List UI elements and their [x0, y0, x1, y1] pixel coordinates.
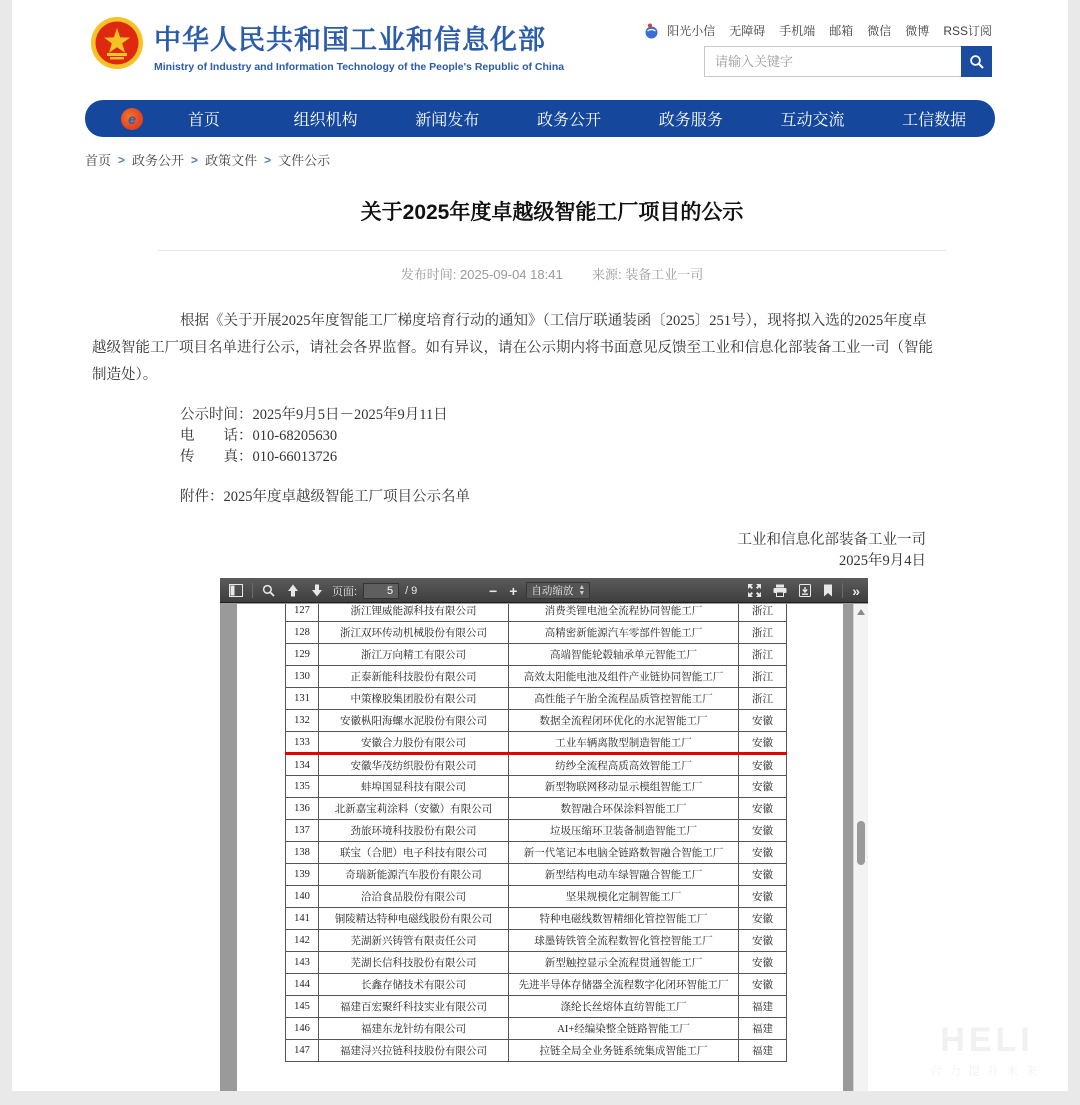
- search-button[interactable]: [961, 46, 992, 77]
- zoom-mode-value: 自动缩放: [531, 585, 574, 597]
- cell-province: 安徽: [739, 820, 787, 842]
- site-header: [12, 0, 1068, 96]
- cell-index: 140: [286, 886, 319, 908]
- pdf-toolbar: [220, 578, 868, 603]
- cell-province: 浙江: [739, 688, 787, 710]
- sidebar-toggle-button[interactable]: [226, 582, 246, 599]
- cell-index: 144: [286, 974, 319, 996]
- heli-watermark-slogan: 合力提升未来: [929, 1064, 1044, 1078]
- signature-block: [92, 530, 934, 572]
- bookmark-button[interactable]: [820, 582, 836, 599]
- cell-index: 127: [286, 604, 319, 622]
- cell-project: 数智融合环保涂料智能工厂: [509, 798, 739, 820]
- table-row: [286, 930, 787, 952]
- quick-link[interactable]: 无障碍: [729, 24, 766, 38]
- heli-watermark-logo: HELI: [940, 1021, 1034, 1059]
- cell-company: 芜湖长信科技股份有限公司: [319, 952, 509, 974]
- search-box: [704, 46, 992, 77]
- download-icon: [799, 584, 811, 597]
- cell-company: 洽洽食品股份有限公司: [319, 886, 509, 908]
- article-body: [92, 308, 934, 572]
- cell-index: 133: [286, 732, 319, 754]
- table-row: [286, 974, 787, 996]
- table-row: [286, 622, 787, 644]
- scrollbar-thumb[interactable]: [857, 821, 865, 865]
- quick-link[interactable]: 邮箱: [829, 24, 854, 38]
- title-divider: [157, 250, 947, 251]
- toolbar-separator: [252, 583, 253, 598]
- signature-date: 2025年9月4日: [839, 553, 926, 569]
- table-row: [286, 842, 787, 864]
- cell-company: 浙江万向精工有限公司: [319, 644, 509, 666]
- presentation-mode-button[interactable]: [745, 582, 764, 599]
- cell-project: 涤纶长丝熔体直纺智能工厂: [509, 996, 739, 1018]
- next-page-button[interactable]: [308, 582, 326, 599]
- nav-item[interactable]: 组织机构: [293, 112, 358, 129]
- scroll-up-arrow-icon[interactable]: [857, 609, 865, 615]
- notice-time: 公示时间：2025年9月5日－2025年9月11日: [180, 407, 448, 423]
- cell-company: 芜湖新兴铸管有限责任公司: [319, 930, 509, 952]
- page-total: / 9: [405, 584, 418, 597]
- cell-index: 143: [286, 952, 319, 974]
- watermark: [930, 1021, 1044, 1079]
- table-row: [286, 710, 787, 732]
- source-label: 来源:: [591, 267, 622, 282]
- cell-province: 安徽: [739, 776, 787, 798]
- cell-index: 147: [286, 1040, 319, 1062]
- cell-company: 中策橡胶集团股份有限公司: [319, 688, 509, 710]
- cell-province: 安徽: [739, 798, 787, 820]
- article-meta: [157, 264, 947, 283]
- cell-province: 安徽: [739, 732, 787, 754]
- cell-index: 131: [286, 688, 319, 710]
- breadcrumb-item[interactable]: 政务公开: [132, 153, 185, 168]
- cell-index: 145: [286, 996, 319, 1018]
- zoom-in-button[interactable]: [506, 581, 520, 601]
- publish-time-label: 发布时间:: [400, 267, 457, 282]
- cell-index: 142: [286, 930, 319, 952]
- table-row: [286, 996, 787, 1018]
- phone-line: 电 话：010-68205630: [180, 428, 338, 444]
- cell-project: 新一代笔记本电脑全链路数智融合智能工厂: [509, 842, 739, 864]
- cell-index: 138: [286, 842, 319, 864]
- table-row: [286, 1040, 787, 1062]
- table-row: [286, 798, 787, 820]
- cell-index: 129: [286, 644, 319, 666]
- quick-link[interactable]: RSS订阅: [943, 24, 992, 38]
- zoom-out-button[interactable]: [486, 581, 500, 601]
- nav-item[interactable]: 工信数据: [902, 112, 967, 129]
- attachment-link[interactable]: 2025年度卓越级智能工厂项目公示名单: [223, 489, 470, 505]
- pdf-scrollbar[interactable]: [853, 604, 868, 1091]
- print-button[interactable]: [770, 582, 790, 599]
- cell-project: 高精密新能源汽车零部件智能工厂: [509, 622, 739, 644]
- nav-item[interactable]: 首页: [187, 112, 220, 129]
- page-number-input[interactable]: [363, 583, 399, 599]
- cell-index: 134: [286, 754, 319, 776]
- site-subtitle: Ministry of Industry and Information Technology of the People's Republic of China: [154, 61, 565, 73]
- cell-project: 新型结构电动车绿智融合智能工厂: [509, 864, 739, 886]
- cell-project: AI+经编染整全链路智能工厂: [509, 1018, 739, 1040]
- breadcrumb-item[interactable]: 文件公示: [278, 153, 331, 168]
- table-row: [286, 754, 787, 776]
- table-row: [286, 644, 787, 666]
- cell-index: 146: [286, 1018, 319, 1040]
- sidebar-toggle-icon: [229, 584, 243, 597]
- cell-index: 130: [286, 666, 319, 688]
- cell-province: 安徽: [739, 930, 787, 952]
- cell-company: 蚌埠国显科技有限公司: [319, 776, 509, 798]
- zoom-in-icon: +: [509, 582, 518, 599]
- previous-page-button[interactable]: [284, 582, 302, 599]
- cell-index: 141: [286, 908, 319, 930]
- print-icon: [773, 584, 787, 597]
- select-carets-icon: ▲ ▼: [578, 583, 586, 597]
- bookmark-icon: [823, 584, 833, 597]
- fax-line: 传 真：010-66013726: [180, 449, 338, 465]
- cell-project: 新型物联网移动显示模组智能工厂: [509, 776, 739, 798]
- cell-company: 铜陵精达特种电磁线股份有限公司: [319, 908, 509, 930]
- breadcrumb-item[interactable]: 政策文件: [205, 153, 258, 168]
- cell-index: 137: [286, 820, 319, 842]
- cell-project: 垃圾压缩环卫装备制造智能工厂: [509, 820, 739, 842]
- cell-company: 福建百宏聚纤科技实业有限公司: [319, 996, 509, 1018]
- cell-province: 安徽: [739, 754, 787, 776]
- breadcrumb-separator: >: [191, 152, 199, 167]
- cell-province: 浙江: [739, 666, 787, 688]
- cell-company: 正泰新能科技股份有限公司: [319, 666, 509, 688]
- article-paragraph: 根据《关于开展2025年度智能工厂梯度培育行动的通知》（工信厅联通装函〔2025〕251号），现将拟入选的2025年度卓越级智能工厂项目名单进行公示，请社会各界监督。如有异议，请在公示期内将书面意见反馈至工业和信息化部装备工业一司（智能制造处）。: [92, 313, 933, 383]
- search-icon: [969, 54, 985, 70]
- cell-index: 128: [286, 622, 319, 644]
- cell-project: 高端智能轮毂轴承单元智能工厂: [509, 644, 739, 666]
- quick-links: [644, 22, 992, 39]
- nav-item[interactable]: 政务服务: [658, 112, 723, 129]
- project-table-body: [286, 604, 787, 1062]
- cell-index: 139: [286, 864, 319, 886]
- cell-company: 长鑫存储技术有限公司: [319, 974, 509, 996]
- find-icon: [262, 584, 275, 597]
- cell-index: 132: [286, 710, 319, 732]
- site-title-block: [154, 18, 564, 73]
- cell-province: 福建: [739, 1040, 787, 1062]
- source: 装备工业一司: [625, 267, 704, 282]
- table-row: [286, 732, 787, 754]
- cell-project: 先进半导体存储器全流程数字化闭环智能工厂: [509, 974, 739, 996]
- cell-company: 安徽合力股份有限公司: [319, 732, 509, 754]
- cell-project: 消费类锂电池全流程协同智能工厂: [509, 604, 739, 622]
- download-button[interactable]: [796, 582, 814, 599]
- cell-project: 拉链全局全业务链系统集成智能工厂: [509, 1040, 739, 1062]
- cell-province: 福建: [739, 996, 787, 1018]
- cell-company: 北新嘉宝莉涂料（安徽）有限公司: [319, 798, 509, 820]
- pdf-content: [220, 604, 868, 1091]
- site-title: 中华人民共和国工业和信息化部: [154, 25, 546, 55]
- article-head: [157, 196, 947, 283]
- quick-link[interactable]: 手机端: [779, 24, 816, 38]
- page-down-icon: [311, 584, 323, 597]
- cell-province: 安徽: [739, 908, 787, 930]
- cell-province: 安徽: [739, 952, 787, 974]
- quick-link[interactable]: 微信: [867, 24, 892, 38]
- breadcrumb-separator: >: [264, 152, 272, 167]
- table-row: [286, 1018, 787, 1040]
- cell-project: 新型触控显示全流程贯通智能工厂: [509, 952, 739, 974]
- cell-project: 高效太阳能电池及组件产业链协同智能工厂: [509, 666, 739, 688]
- find-button[interactable]: [259, 582, 278, 599]
- toolbar-separator: [842, 583, 843, 598]
- cell-company: 安徽枞阳海螺水泥股份有限公司: [319, 710, 509, 732]
- toolbar-more-button[interactable]: [849, 581, 863, 601]
- cell-province: 安徽: [739, 886, 787, 908]
- page-number-label: 页面:: [332, 585, 358, 598]
- table-row: [286, 666, 787, 688]
- breadcrumb-separator: >: [118, 152, 126, 167]
- cell-company: 福建浔兴拉链科技股份有限公司: [319, 1040, 509, 1062]
- cell-project: 特种电磁线数智精细化管控智能工厂: [509, 908, 739, 930]
- search-input[interactable]: [704, 46, 961, 77]
- national-emblem-icon: [90, 16, 144, 70]
- nav-item[interactable]: 新闻发布: [415, 112, 480, 129]
- page: [12, 0, 1068, 1091]
- cell-project: 高性能子午胎全流程品质管控智能工厂: [509, 688, 739, 710]
- quick-link[interactable]: 微博: [905, 24, 930, 38]
- main-nav: [85, 100, 995, 137]
- breadcrumb-item[interactable]: 首页: [85, 153, 112, 168]
- breadcrumb: [85, 150, 330, 169]
- cell-company: 奇瑞新能源汽车股份有限公司: [319, 864, 509, 886]
- table-row: [286, 688, 787, 710]
- nav-item[interactable]: 政务公开: [537, 112, 602, 129]
- cell-company: 福建东龙针纺有限公司: [319, 1018, 509, 1040]
- quick-links-list: [667, 22, 992, 39]
- table-row: [286, 776, 787, 798]
- cell-company: 浙江双环传动机械股份有限公司: [319, 622, 509, 644]
- cell-project: 纺纱全流程高质高效智能工厂: [509, 754, 739, 776]
- double-chevron-icon: »: [852, 582, 860, 599]
- table-row: [286, 604, 787, 622]
- cell-index: 136: [286, 798, 319, 820]
- cell-project: 数据全流程闭环优化的水泥智能工厂: [509, 710, 739, 732]
- miit-gear-icon: e: [121, 108, 143, 130]
- pdf-page: [237, 604, 843, 1091]
- cell-company: 联宝（合肥）电子科技有限公司: [319, 842, 509, 864]
- cell-project: 球墨铸铁管全流程数智化管控智能工厂: [509, 930, 739, 952]
- table-row: [286, 820, 787, 842]
- presentation-mode-icon: [748, 584, 761, 597]
- pdf-viewer: [220, 578, 868, 1091]
- cell-project: 工业车辆离散型制造智能工厂: [509, 732, 739, 754]
- attachment-label: 附件：: [180, 489, 224, 505]
- cell-province: 福建: [739, 1018, 787, 1040]
- cell-province: 安徽: [739, 842, 787, 864]
- zoom-out-icon: −: [489, 582, 498, 599]
- table-row: [286, 952, 787, 974]
- cell-province: 安徽: [739, 710, 787, 732]
- nav-items: [143, 107, 995, 130]
- cell-company: 安徽华茂纺织股份有限公司: [319, 754, 509, 776]
- cell-project: 坚果规模化定制智能工厂: [509, 886, 739, 908]
- publish-time: 2025-09-04 18:41: [460, 267, 563, 282]
- page-title: 关于2025年度卓越级智能工厂项目的公示: [360, 201, 744, 224]
- page-up-icon: [287, 584, 299, 597]
- nav-item[interactable]: 互动交流: [780, 112, 845, 129]
- zoom-mode-select[interactable]: [526, 582, 590, 599]
- table-row: [286, 908, 787, 930]
- table-row: [286, 886, 787, 908]
- signature-org: 工业和信息化部装备工业一司: [737, 532, 926, 548]
- cell-province: 浙江: [739, 644, 787, 666]
- project-table: [285, 604, 787, 1062]
- table-row: [286, 864, 787, 886]
- cell-province: 浙江: [739, 604, 787, 622]
- attachment-line: [180, 487, 934, 508]
- cell-company: 浙江锂威能源科技有限公司: [319, 604, 509, 622]
- cell-index: 135: [286, 776, 319, 798]
- cell-province: 安徽: [739, 974, 787, 996]
- quick-link[interactable]: 阳光小信: [667, 24, 716, 38]
- cell-province: 安徽: [739, 864, 787, 886]
- cell-province: 浙江: [739, 622, 787, 644]
- sunshine-mascot-icon: [644, 23, 659, 39]
- cell-company: 劲旅环境科技股份有限公司: [319, 820, 509, 842]
